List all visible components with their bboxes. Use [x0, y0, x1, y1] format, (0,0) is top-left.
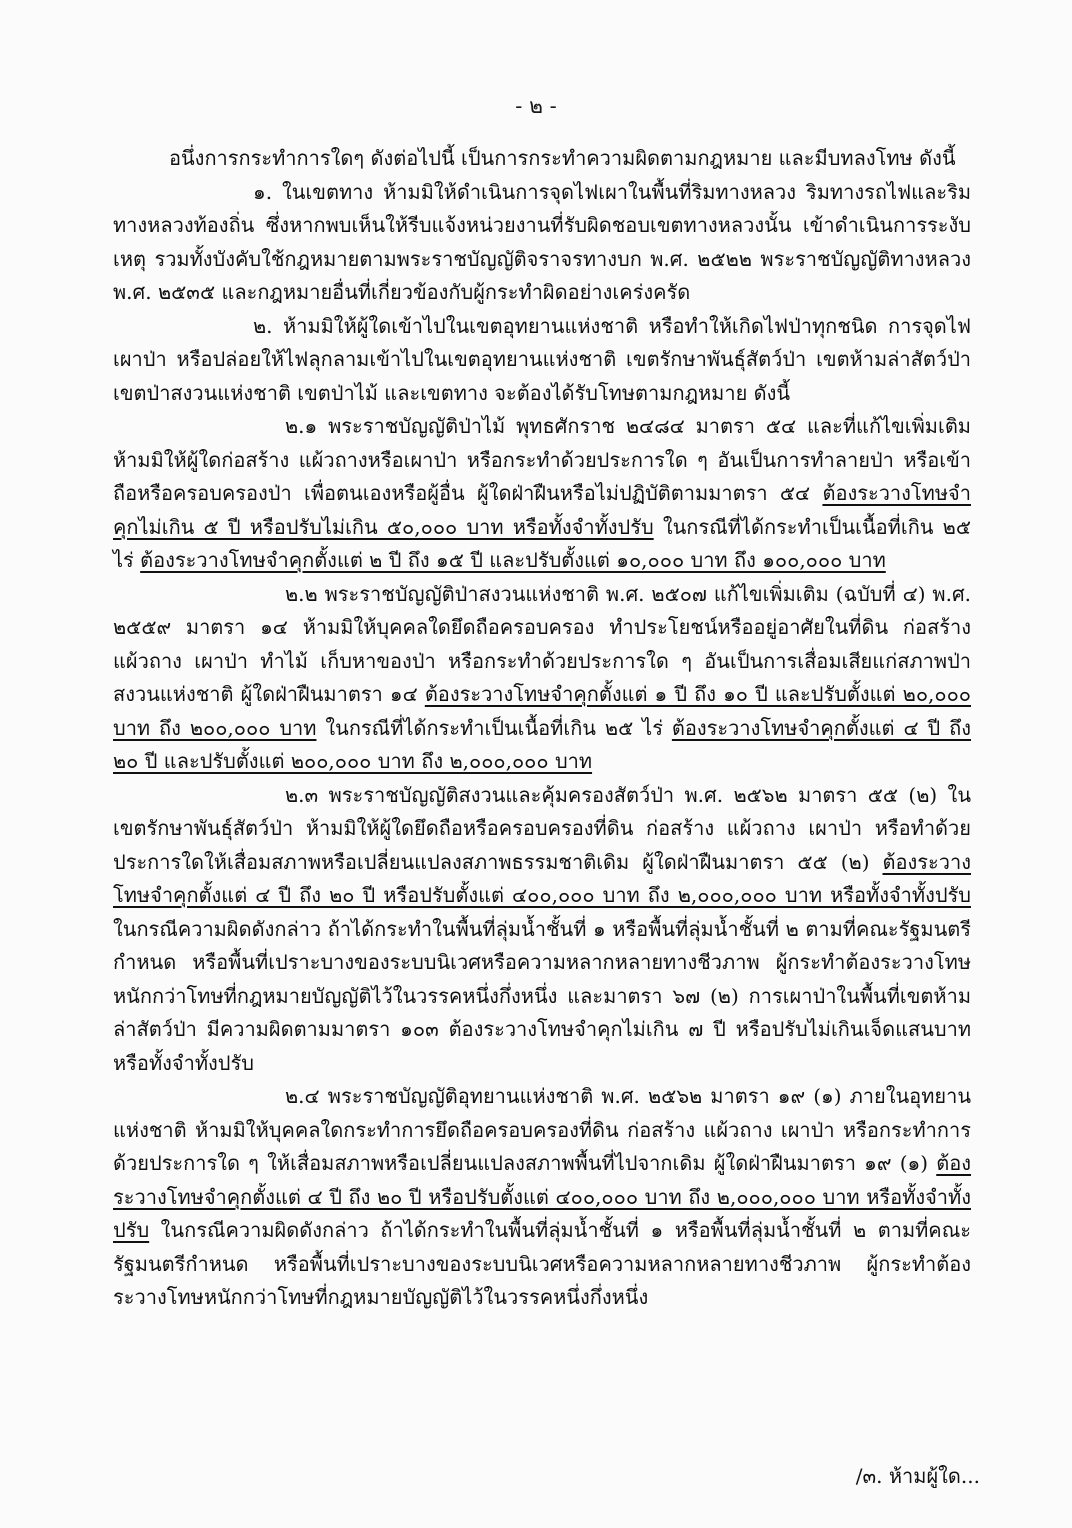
item-2-2-condition: ในกรณีที่ได้กระทำเป็นเนื้อที่เกิน ๒๕ ไร่: [316, 715, 672, 740]
intro-paragraph: อนึ่งการกระทำการใดๆ ดังต่อไปนี้ เป็นการกระทำความผิดตามกฎหมาย และมีบทลงโทษ ดังนี้: [169, 146, 956, 170]
item-2-3-text: ๒.๓ พระราชบัญญัติสงวนและคุ้มครองสัตว์ป่า พ.ศ. ๒๕๖๒ มาตรา ๕๕ (๒) ในเขตรักษาพันธุ์สัตว์ป่า ห้ามมิให้ผู้ใดยึดถือหรือครอบครองที่ดิน ก่อสร้าง แผ้วถาง เผาป่า หรือทำด้วยประการใดให้เสื่อมสภาพหรือเปลี่ยนแปลงสภาพธรรมชาติเดิม ผู้ใดฝ่าฝืนมาตรา ๕๕ (๒): [113, 782, 971, 874]
item-2-3-penalty: ต้องระวางโทษจำคุกตั้งแต่ ๔ ปี ถึง ๒๐ ปี หรือปรับตั้งแต่ ๔๐๐,๐๐๐ บาท ถึง ๒,๐๐๐,๐๐๐ บาท หรือทั้งจำทั้งปรับ: [113, 849, 971, 907]
page-number: - ๒ -: [515, 94, 557, 118]
item-2-paragraph: ๒. ห้ามมิให้ผู้ใดเข้าไปในเขตอุทยานแห่งชาติ หรือทำให้เกิดไฟป่าทุกชนิด การจุดไฟเผาป่า หรือปล่อยให้ไฟลุกลามเข้าไปในเขตอุทยานแห่งชาติ เขตรักษาพันธุ์สัตว์ป่า เขตห้ามล่าสัตว์ป่า เขตป่าสงวนแห่งชาติ เขตป่าไม้ และเขตทาง จะต้องได้รับโทษตามกฎหมาย ดังนี้: [113, 313, 971, 405]
item-2-4-paragraph: [113, 1080, 971, 1315]
item-2-3-paragraph: [113, 779, 971, 1081]
item-2-2-text: ๒.๒ พระราชบัญญัติป่าสงวนแห่งชาติ พ.ศ. ๒๕๐๗ แก้ไขเพิ่มเติม (ฉบับที่ ๔) พ.ศ. ๒๕๕๙ มาตรา ๑๔ ห้ามมิให้บุคคลใดยึดถือครอบครอง ทำประโยชน์หรืออยู่อาศัยในที่ดิน ก่อสร้าง แผ้วถาง เผาป่า ทำไม้ เก็บหาของป่า หรือกระทำด้วยประการใด ๆ อันเป็นการเสื่อมเสียแก่สภาพป่าสงวนแห่งชาติ ผู้ใดฝ่าฝืนมาตรา ๑๔: [113, 581, 971, 706]
document-body: [113, 142, 971, 1315]
item-2-2-paragraph: [113, 578, 971, 779]
catchword: /๓. ห้ามผู้ใด...: [855, 1464, 980, 1488]
item-2-1-paragraph: [113, 410, 971, 578]
item-2-4-text: ๒.๔ พระราชบัญญัติอุทยานแห่งชาติ พ.ศ. ๒๕๖๒ มาตรา ๑๙ (๑) ภายในอุทยานแห่งชาติ ห้ามมิให้บุคคลใดกระทำการยึดถือครอบครองที่ดิน ก่อสร้าง แผ้วถาง เผาป่า หรือกระทำการด้วยประการใด ๆ ให้เสื่อมสภาพหรือเปลี่ยนแปลงสภาพพื้นที่ไปจากเดิม ผู้ใดฝ่าฝืนมาตรา ๑๙ (๑): [113, 1084, 971, 1175]
item-2-3-condition: ในกรณีความผิดดังกล่าว ถ้าได้กระทำในพื้นที่ลุ่มน้ำชั้นที่ ๑ หรือพื้นที่ลุ่มน้ำชั้นที่ ๒ ตามที่คณะรัฐมนตรีกำหนด หรือพื้นที่เปราะบางของระบบนิเวศหรือความหลากหลายทางชีวภาพ ผู้กระทำต้องระวางโทษหนักกว่าโทษที่กฎหมายบัญญัติไว้ในวรรคหนึ่งกึ่งหนึ่ง และมาตรา ๖๗ (๒) การเผาป่าในพื้นที่เขตห้ามล่าสัตว์ป่า มีความผิดตามมาตรา ๑๐๓ ต้องระวางโทษจำคุกไม่เกิน ๗ ปี หรือปรับไม่เกินเจ็ดแสนบาท หรือทั้งจำทั้งปรับ: [113, 916, 971, 1075]
item-2-4-condition: ในกรณีความผิดดังกล่าว ถ้าได้กระทำในพื้นที่ลุ่มน้ำชั้นที่ ๑ หรือพื้นที่ลุ่มน้ำชั้นที่ ๒ ตามที่คณะรัฐมนตรีกำหนด หรือพื้นที่เปราะบางของระบบนิเวศหรือความหลากหลายทางชีวภาพ ผู้กระทำต้องระวางโทษหนักกว่าโทษที่กฎหมายบัญญัติไว้ในวรรคหนึ่งกึ่งหนึ่ง: [113, 1218, 971, 1309]
item-2-2-penalty: ต้องระวางโทษจำคุกตั้งแต่ ๑ ปี ถึง ๑๐ ปี และปรับตั้งแต่ ๒๐,๐๐๐ บาท ถึง ๒๐๐,๐๐๐ บาท: [113, 682, 971, 740]
item-1-paragraph: ๑. ในเขตทาง ห้ามมิให้ดำเนินการจุดไฟเผาในพื้นที่ริมทางหลวง ริมทางรถไฟและริมทางหลวงท้องถิ่น ซึ่งหากพบเห็นให้รีบแจ้งหน่วยงานที่รับผิดชอบเขตทางหลวงนั้น เข้าดำเนินการระงับเหตุ รวมทั้งบังคับใช้กฎหมายตามพระราชบัญญัติจราจรทางบก พ.ศ. ๒๕๒๒ พระราชบัญญัติทางหลวง พ.ศ. ๒๕๓๕ และกฎหมายอื่นที่เกี่ยวข้องกับผู้กระทำผิดอย่างเคร่งครัด: [113, 179, 971, 304]
item-2-1-condition: ในกรณีที่ได้กระทำเป็นเนื้อที่เกิน ๒๕ ไร่: [113, 514, 971, 572]
item-2-1-text: ๒.๑ พระราชบัญญัติป่าไม้ พุทธศักราช ๒๔๘๔ มาตรา ๕๔ และที่แก้ไขเพิ่มเติม ห้ามมิให้ผู้ใดก่อสร้าง แผ้วถางหรือเผาป่า หรือกระทำด้วยประการใด ๆ อันเป็นการทำลายป่า หรือเข้าถือหรือครอบครองป่า เพื่อตนเองหรือผู้อื่น ผู้ใดฝ่าฝืนหรือไม่ปฏิบัติตามมาตรา ๕๔: [113, 414, 971, 505]
item-2-2-aggravated-penalty: ต้องระวางโทษจำคุกตั้งแต่ ๔ ปี ถึง ๒๐ ปี และปรับตั้งแต่ ๒๐๐,๐๐๐ บาท ถึง ๒,๐๐๐,๐๐๐ บาท: [113, 715, 972, 773]
item-2-1-penalty: ต้องระวางโทษจำคุกไม่เกิน ๕ ปี หรือปรับไม่เกิน ๕๐,๐๐๐ บาท หรือทั้งจำทั้งปรับ: [113, 481, 971, 539]
item-2-1-aggravated-penalty: ต้องระวางโทษจำคุกตั้งแต่ ๒ ปี ถึง ๑๕ ปี และปรับตั้งแต่ ๑๐,๐๐๐ บาท ถึง ๑๐๐,๐๐๐ บาท: [140, 548, 886, 572]
item-2-4-penalty: ต้องระวางโทษจำคุกตั้งแต่ ๔ ปี ถึง ๒๐ ปี หรือปรับตั้งแต่ ๔๐๐,๐๐๐ บาท ถึง ๒,๐๐๐,๐๐๐ บาท หรือทั้งจำทั้งปรับ: [113, 1151, 971, 1242]
